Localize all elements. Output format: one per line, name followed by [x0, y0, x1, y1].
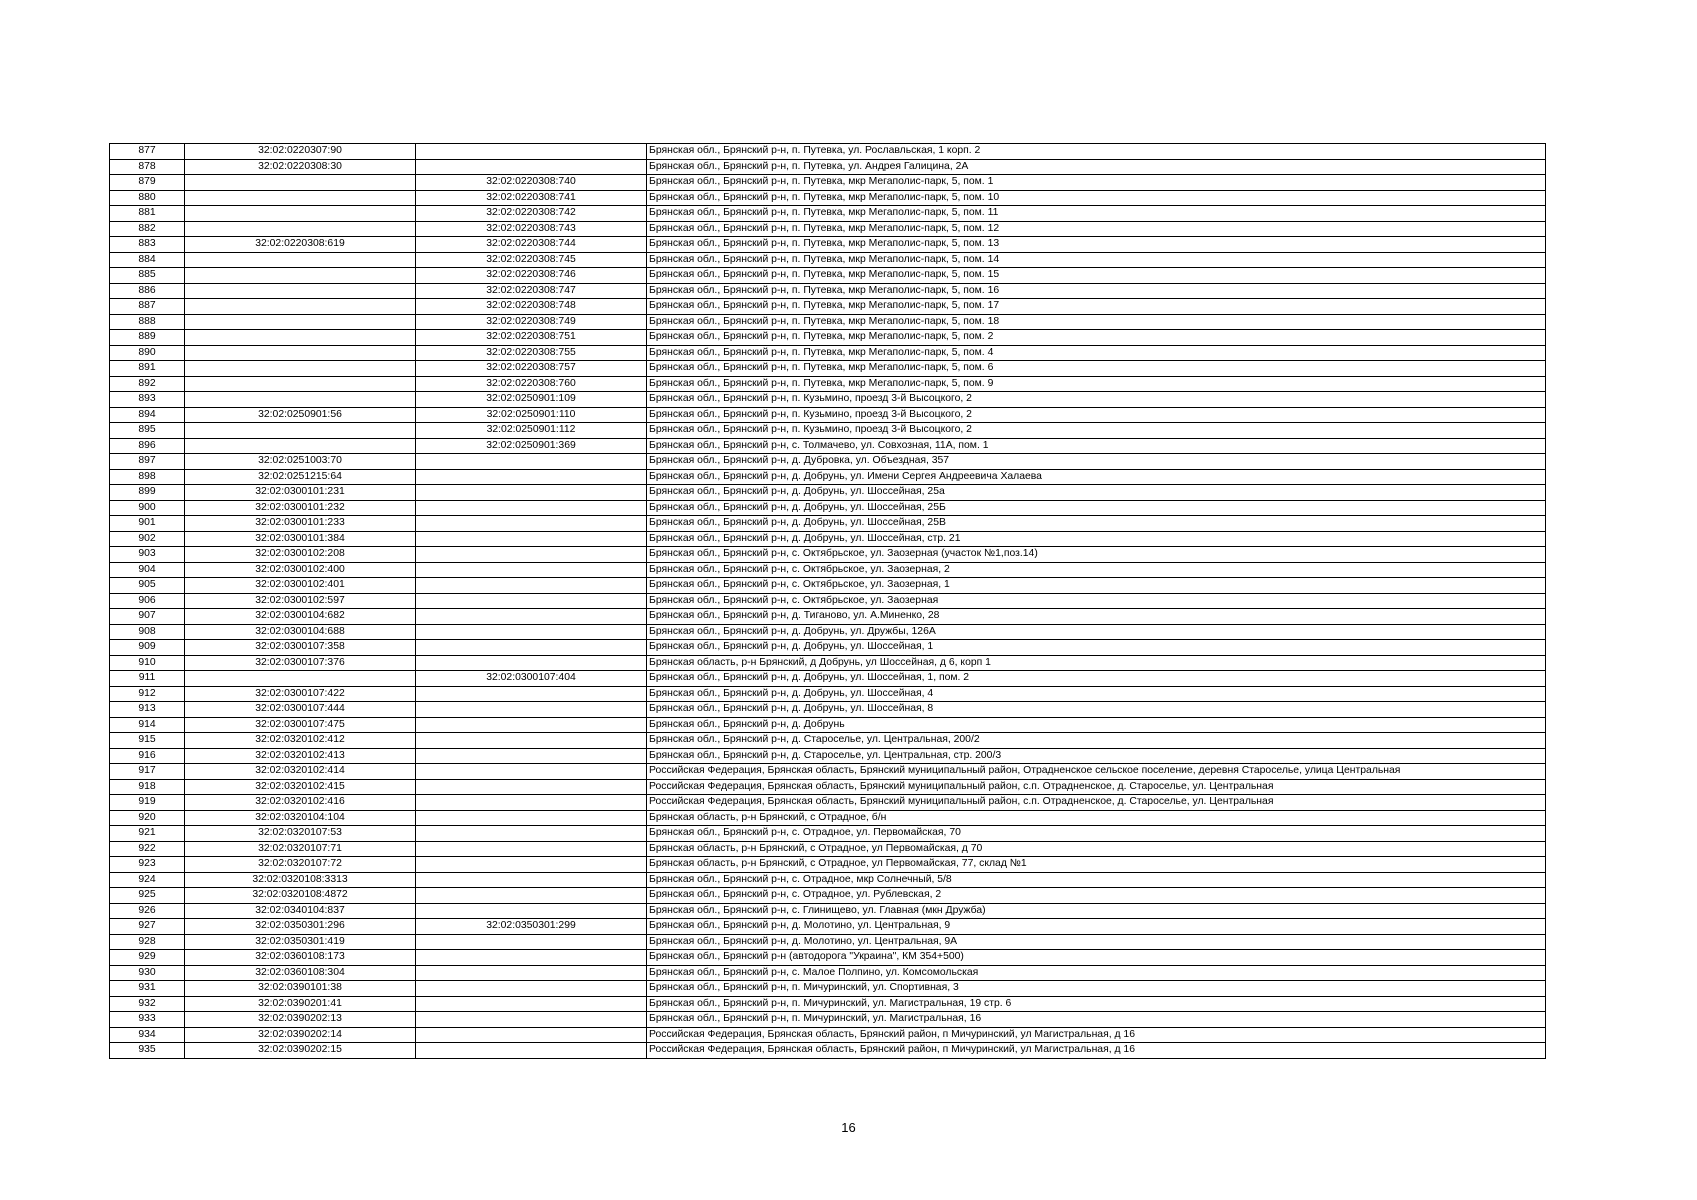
- address-cell: Брянская обл., Брянский р-н, п. Кузьмино, проезд 3-й Высоцкого, 2: [647, 407, 1546, 423]
- address-cell: Брянская обл., Брянский р-н, д. Добрунь, ул. Шоссейная, стр. 21: [647, 531, 1546, 547]
- premises-number-cell: 32:02:0220308:747: [416, 283, 647, 299]
- address-cell: Брянская обл., Брянский р-н, п. Путевка, мкр Мегаполис-парк, 5, пом. 9: [647, 376, 1546, 392]
- premises-number-cell: 32:02:0220308:757: [416, 361, 647, 377]
- address-cell: Российская Федерация, Брянская область, Брянский район, п Мичуринский, ул Магистральная, д 16: [647, 1027, 1546, 1043]
- premises-number-cell: 32:02:0220308:748: [416, 299, 647, 315]
- parcel-number-cell: 32:02:0300107:422: [185, 686, 416, 702]
- address-cell: Брянская обл., Брянский р-н, п. Путевка, мкр Мегаполис-парк, 5, пом. 14: [647, 252, 1546, 268]
- premises-number-cell: [416, 733, 647, 749]
- row-number-cell: 900: [110, 500, 185, 516]
- premises-number-cell: 32:02:0220308:743: [416, 221, 647, 237]
- parcel-number-cell: 32:02:0320102:414: [185, 764, 416, 780]
- table-row: [110, 981, 1546, 997]
- parcel-number-cell: 32:02:0320108:4872: [185, 888, 416, 904]
- premises-number-cell: 32:02:0300107:404: [416, 671, 647, 687]
- premises-number-cell: [416, 748, 647, 764]
- parcel-number-cell: [185, 175, 416, 191]
- premises-number-cell: [416, 717, 647, 733]
- row-number-cell: 928: [110, 934, 185, 950]
- row-number-cell: 891: [110, 361, 185, 377]
- row-number-cell: 925: [110, 888, 185, 904]
- premises-number-cell: [416, 485, 647, 501]
- table-row: [110, 748, 1546, 764]
- row-number-cell: 931: [110, 981, 185, 997]
- address-cell: Брянская обл., Брянский р-н, с. Толмачево, ул. Совхозная, 11А, пом. 1: [647, 438, 1546, 454]
- premises-number-cell: 32:02:0220308:745: [416, 252, 647, 268]
- row-number-cell: 914: [110, 717, 185, 733]
- address-cell: Брянская обл., Брянский р-н, с. Малое Полпино, ул. Комсомольская: [647, 965, 1546, 981]
- table-row: [110, 810, 1546, 826]
- parcel-number-cell: 32:02:0300101:232: [185, 500, 416, 516]
- parcel-number-cell: 32:02:0300107:444: [185, 702, 416, 718]
- table-row: [110, 376, 1546, 392]
- row-number-cell: 933: [110, 1012, 185, 1028]
- address-cell: Брянская обл., Брянский р-н, п. Мичуринский, ул. Магистральная, 19 стр. 6: [647, 996, 1546, 1012]
- premises-number-cell: [416, 888, 647, 904]
- premises-number-cell: 32:02:0250901:369: [416, 438, 647, 454]
- parcel-number-cell: [185, 330, 416, 346]
- premises-number-cell: 32:02:0250901:112: [416, 423, 647, 439]
- premises-number-cell: [416, 516, 647, 532]
- row-number-cell: 915: [110, 733, 185, 749]
- table-row: [110, 1043, 1546, 1059]
- address-cell: Брянская обл., Брянский р-н, п. Путевка, мкр Мегаполис-парк, 5, пом. 16: [647, 283, 1546, 299]
- table-row: [110, 345, 1546, 361]
- premises-number-cell: 32:02:0220308:741: [416, 190, 647, 206]
- address-cell: Российская Федерация, Брянская область, Брянский муниципальный район, с.п. Отрадненское, д. Староселье, ул. Центральная: [647, 779, 1546, 795]
- parcel-number-cell: 32:02:0320107:71: [185, 841, 416, 857]
- row-number-cell: 893: [110, 392, 185, 408]
- premises-number-cell: [416, 702, 647, 718]
- premises-number-cell: [416, 903, 647, 919]
- row-number-cell: 926: [110, 903, 185, 919]
- premises-number-cell: [416, 965, 647, 981]
- table-row: [110, 392, 1546, 408]
- row-number-cell: 892: [110, 376, 185, 392]
- parcel-number-cell: 32:02:0251003:70: [185, 454, 416, 470]
- address-cell: Брянская обл., Брянский р-н, д. Добрунь, ул. Шоссейная, 8: [647, 702, 1546, 718]
- row-number-cell: 919: [110, 795, 185, 811]
- row-number-cell: 916: [110, 748, 185, 764]
- address-cell: Брянская обл., Брянский р-н, д. Добрунь, ул. Шоссейная, 25В: [647, 516, 1546, 532]
- address-cell: Брянская обл., Брянский р-н (автодорога "Украина", КМ 354+500): [647, 950, 1546, 966]
- row-number-cell: 878: [110, 159, 185, 175]
- premises-number-cell: [416, 655, 647, 671]
- row-number-cell: 901: [110, 516, 185, 532]
- parcel-number-cell: 32:02:0390202:14: [185, 1027, 416, 1043]
- table-row: [110, 841, 1546, 857]
- parcel-number-cell: 32:02:0300104:688: [185, 624, 416, 640]
- premises-number-cell: [416, 950, 647, 966]
- table-row: [110, 903, 1546, 919]
- address-cell: Брянская обл., Брянский р-н, п. Путевка, ул. Рославльская, 1 корп. 2: [647, 144, 1546, 160]
- address-cell: Брянская обл., Брянский р-н, п. Путевка, мкр Мегаполис-парк, 5, пом. 11: [647, 206, 1546, 222]
- premises-number-cell: [416, 857, 647, 873]
- address-cell: Брянская область, р-н Брянский, с Отрадное, ул Первомайская, 77, склад №1: [647, 857, 1546, 873]
- premises-number-cell: [416, 159, 647, 175]
- table-row: [110, 950, 1546, 966]
- address-cell: Брянская обл., Брянский р-н, д. Добрунь, ул. Шоссейная, 1, пом. 2: [647, 671, 1546, 687]
- parcel-number-cell: 32:02:0300107:358: [185, 640, 416, 656]
- address-cell: Брянская обл., Брянский р-н, д. Добрунь, ул. Имени Сергея Андреевича Халаева: [647, 469, 1546, 485]
- address-cell: Брянская обл., Брянский р-н, с. Глинищево, ул. Главная (мкн Дружба): [647, 903, 1546, 919]
- premises-number-cell: 32:02:0220308:749: [416, 314, 647, 330]
- row-number-cell: 922: [110, 841, 185, 857]
- row-number-cell: 923: [110, 857, 185, 873]
- table-row: [110, 609, 1546, 625]
- row-number-cell: 898: [110, 469, 185, 485]
- parcel-number-cell: 32:02:0320107:53: [185, 826, 416, 842]
- table-row: [110, 640, 1546, 656]
- address-cell: Брянская обл., Брянский р-н, с. Отрадное, ул. Первомайская, 70: [647, 826, 1546, 842]
- address-cell: Брянская обл., Брянский р-н, д. Дубровка, ул. Объездная, 357: [647, 454, 1546, 470]
- address-cell: Брянская обл., Брянский р-н, п. Путевка, мкр Мегаполис-парк, 5, пом. 13: [647, 237, 1546, 253]
- parcel-number-cell: 32:02:0300104:682: [185, 609, 416, 625]
- row-number-cell: 907: [110, 609, 185, 625]
- address-cell: Брянская область, р-н Брянский, с Отрадное, ул Первомайская, д 70: [647, 841, 1546, 857]
- table-row: [110, 826, 1546, 842]
- table-row: [110, 702, 1546, 718]
- parcel-number-cell: 32:02:0320102:415: [185, 779, 416, 795]
- table-row: [110, 562, 1546, 578]
- table-row: [110, 252, 1546, 268]
- premises-number-cell: [416, 686, 647, 702]
- parcel-number-cell: 32:02:0300102:597: [185, 593, 416, 609]
- premises-number-cell: 32:02:0250901:110: [416, 407, 647, 423]
- row-number-cell: 886: [110, 283, 185, 299]
- table-row: [110, 268, 1546, 284]
- row-number-cell: 930: [110, 965, 185, 981]
- row-number-cell: 894: [110, 407, 185, 423]
- parcel-number-cell: [185, 268, 416, 284]
- table-row: [110, 934, 1546, 950]
- address-cell: Брянская обл., Брянский р-н, с. Октябрьское, ул. Заозерная: [647, 593, 1546, 609]
- table-row: [110, 469, 1546, 485]
- row-number-cell: 905: [110, 578, 185, 594]
- row-number-cell: 917: [110, 764, 185, 780]
- parcel-number-cell: 32:02:0320108:3313: [185, 872, 416, 888]
- premises-number-cell: 32:02:0350301:299: [416, 919, 647, 935]
- premises-number-cell: 32:02:0220308:744: [416, 237, 647, 253]
- table-row: [110, 423, 1546, 439]
- row-number-cell: 880: [110, 190, 185, 206]
- premises-number-cell: [416, 872, 647, 888]
- table-row: [110, 888, 1546, 904]
- address-cell: Брянская обл., Брянский р-н, д. Добрунь, ул. Шоссейная, 1: [647, 640, 1546, 656]
- row-number-cell: 885: [110, 268, 185, 284]
- row-number-cell: 899: [110, 485, 185, 501]
- row-number-cell: 921: [110, 826, 185, 842]
- address-cell: Брянская обл., Брянский р-н, с. Отрадное, мкр Солнечный, 5/8: [647, 872, 1546, 888]
- parcel-number-cell: 32:02:0390202:13: [185, 1012, 416, 1028]
- table-row: [110, 237, 1546, 253]
- parcel-number-cell: 32:02:0251215:64: [185, 469, 416, 485]
- row-number-cell: 912: [110, 686, 185, 702]
- parcel-number-cell: 32:02:0390202:15: [185, 1043, 416, 1059]
- parcel-number-cell: 32:02:0220307:90: [185, 144, 416, 160]
- parcel-number-cell: 32:02:0320102:413: [185, 748, 416, 764]
- table-row: [110, 500, 1546, 516]
- address-cell: Брянская обл., Брянский р-н, с. Октябрьское, ул. Заозерная (участок №1,поз.14): [647, 547, 1546, 563]
- parcel-number-cell: 32:02:0360108:173: [185, 950, 416, 966]
- parcel-number-cell: 32:02:0300101:233: [185, 516, 416, 532]
- table-row: [110, 686, 1546, 702]
- parcel-number-cell: 32:02:0390201:41: [185, 996, 416, 1012]
- premises-number-cell: [416, 562, 647, 578]
- premises-number-cell: [416, 609, 647, 625]
- row-number-cell: 929: [110, 950, 185, 966]
- parcel-number-cell: 32:02:0220308:30: [185, 159, 416, 175]
- row-number-cell: 906: [110, 593, 185, 609]
- parcel-number-cell: 32:02:0300101:231: [185, 485, 416, 501]
- table-row: [110, 671, 1546, 687]
- row-number-cell: 903: [110, 547, 185, 563]
- parcel-number-cell: [185, 190, 416, 206]
- table-row: [110, 795, 1546, 811]
- address-cell: Брянская область, р-н Брянский, д Добрунь, ул Шоссейная, д 6, корп 1: [647, 655, 1546, 671]
- premises-number-cell: [416, 1012, 647, 1028]
- table-row: [110, 578, 1546, 594]
- table-row: [110, 919, 1546, 935]
- parcel-number-cell: 32:02:0340104:837: [185, 903, 416, 919]
- premises-number-cell: 32:02:0220308:742: [416, 206, 647, 222]
- row-number-cell: 904: [110, 562, 185, 578]
- address-cell: Брянская обл., Брянский р-н, д. Тиганово, ул. А.Миненко, 28: [647, 609, 1546, 625]
- row-number-cell: 920: [110, 810, 185, 826]
- premises-number-cell: [416, 826, 647, 842]
- table-row: [110, 221, 1546, 237]
- row-number-cell: 889: [110, 330, 185, 346]
- row-number-cell: 882: [110, 221, 185, 237]
- row-number-cell: 932: [110, 996, 185, 1012]
- premises-number-cell: [416, 593, 647, 609]
- address-cell: Российская Федерация, Брянская область, Брянский муниципальный район, с.п. Отрадненское, д. Староселье, ул. Центральная: [647, 795, 1546, 811]
- table-row: [110, 454, 1546, 470]
- parcel-number-cell: 32:02:0300102:400: [185, 562, 416, 578]
- parcel-number-cell: [185, 423, 416, 439]
- address-cell: Брянская обл., Брянский р-н, с. Отрадное, ул. Рублевская, 2: [647, 888, 1546, 904]
- table-row: [110, 330, 1546, 346]
- table-row: [110, 655, 1546, 671]
- address-cell: Брянская обл., Брянский р-н, п. Мичуринский, ул. Спортивная, 3: [647, 981, 1546, 997]
- premises-number-cell: [416, 779, 647, 795]
- premises-number-cell: 32:02:0220308:755: [416, 345, 647, 361]
- parcel-number-cell: [185, 206, 416, 222]
- parcel-number-cell: 32:02:0320102:412: [185, 733, 416, 749]
- table-row: [110, 485, 1546, 501]
- table-row: [110, 733, 1546, 749]
- premises-number-cell: [416, 934, 647, 950]
- parcel-number-cell: 32:02:0300102:401: [185, 578, 416, 594]
- address-cell: Брянская область, р-н Брянский, с Отрадное, б/н: [647, 810, 1546, 826]
- table-row: [110, 190, 1546, 206]
- address-cell: Брянская обл., Брянский р-н, п. Путевка, мкр Мегаполис-парк, 5, пом. 10: [647, 190, 1546, 206]
- premises-number-cell: [416, 144, 647, 160]
- premises-number-cell: [416, 996, 647, 1012]
- premises-number-cell: [416, 1043, 647, 1059]
- table-row: [110, 593, 1546, 609]
- row-number-cell: 895: [110, 423, 185, 439]
- row-number-cell: 908: [110, 624, 185, 640]
- table-row: [110, 996, 1546, 1012]
- address-cell: Брянская обл., Брянский р-н, д. Добрунь: [647, 717, 1546, 733]
- table-row: [110, 516, 1546, 532]
- row-number-cell: 911: [110, 671, 185, 687]
- row-number-cell: 918: [110, 779, 185, 795]
- table-row: [110, 438, 1546, 454]
- registry-table-body: [110, 144, 1546, 1059]
- registry-table: [109, 143, 1546, 1059]
- address-cell: Российская Федерация, Брянская область, Брянский муниципальный район, Отрадненское сельское поселение, деревня Староселье, улица Центральная: [647, 764, 1546, 780]
- parcel-number-cell: [185, 299, 416, 315]
- address-cell: Российская Федерация, Брянская область, Брянский район, п Мичуринский, ул Магистральная, д 16: [647, 1043, 1546, 1059]
- address-cell: Брянская обл., Брянский р-н, п. Путевка, мкр Мегаполис-парк, 5, пом. 6: [647, 361, 1546, 377]
- table-row: [110, 717, 1546, 733]
- address-cell: Брянская обл., Брянский р-н, п. Мичуринский, ул. Магистральная, 16: [647, 1012, 1546, 1028]
- address-cell: Брянская обл., Брянский р-н, п. Путевка, мкр Мегаполис-парк, 5, пом. 12: [647, 221, 1546, 237]
- address-cell: Брянская обл., Брянский р-н, д. Добрунь, ул. Шоссейная, 25а: [647, 485, 1546, 501]
- address-cell: Брянская обл., Брянский р-н, п. Путевка, мкр Мегаполис-парк, 5, пом. 2: [647, 330, 1546, 346]
- premises-number-cell: [416, 547, 647, 563]
- registry-table-container: [109, 143, 1546, 1059]
- premises-number-cell: 32:02:0220308:746: [416, 268, 647, 284]
- premises-number-cell: [416, 578, 647, 594]
- address-cell: Брянская обл., Брянский р-н, п. Путевка, мкр Мегаполис-парк, 5, пом. 17: [647, 299, 1546, 315]
- table-row: [110, 407, 1546, 423]
- row-number-cell: 924: [110, 872, 185, 888]
- premises-number-cell: 32:02:0220308:751: [416, 330, 647, 346]
- parcel-number-cell: 32:02:0300107:475: [185, 717, 416, 733]
- premises-number-cell: [416, 981, 647, 997]
- address-cell: Брянская обл., Брянский р-н, с. Октябрьское, ул. Заозерная, 2: [647, 562, 1546, 578]
- parcel-number-cell: [185, 671, 416, 687]
- address-cell: Брянская обл., Брянский р-н, п. Путевка, мкр Мегаполис-парк, 5, пом. 18: [647, 314, 1546, 330]
- row-number-cell: 935: [110, 1043, 185, 1059]
- premises-number-cell: [416, 454, 647, 470]
- row-number-cell: 896: [110, 438, 185, 454]
- premises-number-cell: 32:02:0220308:740: [416, 175, 647, 191]
- row-number-cell: 881: [110, 206, 185, 222]
- premises-number-cell: [416, 531, 647, 547]
- parcel-number-cell: 32:02:0320107:72: [185, 857, 416, 873]
- parcel-number-cell: 32:02:0250901:56: [185, 407, 416, 423]
- parcel-number-cell: [185, 392, 416, 408]
- table-row: [110, 965, 1546, 981]
- address-cell: Брянская обл., Брянский р-н, п. Путевка, мкр Мегаполис-парк, 5, пом. 4: [647, 345, 1546, 361]
- parcel-number-cell: 32:02:0300101:384: [185, 531, 416, 547]
- parcel-number-cell: 32:02:0390101:38: [185, 981, 416, 997]
- table-row: [110, 624, 1546, 640]
- address-cell: Брянская обл., Брянский р-н, д. Добрунь, ул. Дружбы, 126А: [647, 624, 1546, 640]
- row-number-cell: 910: [110, 655, 185, 671]
- address-cell: Брянская обл., Брянский р-н, д. Староселье, ул. Центральная, 200/2: [647, 733, 1546, 749]
- parcel-number-cell: [185, 221, 416, 237]
- row-number-cell: 887: [110, 299, 185, 315]
- table-row: [110, 547, 1546, 563]
- premises-number-cell: [416, 810, 647, 826]
- premises-number-cell: [416, 624, 647, 640]
- parcel-number-cell: 32:02:0350301:419: [185, 934, 416, 950]
- parcel-number-cell: 32:02:0320104:104: [185, 810, 416, 826]
- address-cell: Брянская обл., Брянский р-н, д. Молотино, ул. Центральная, 9А: [647, 934, 1546, 950]
- table-row: [110, 361, 1546, 377]
- table-row: [110, 314, 1546, 330]
- table-row: [110, 206, 1546, 222]
- premises-number-cell: [416, 500, 647, 516]
- row-number-cell: 877: [110, 144, 185, 160]
- parcel-number-cell: 32:02:0360108:304: [185, 965, 416, 981]
- parcel-number-cell: 32:02:0220308:619: [185, 237, 416, 253]
- table-row: [110, 764, 1546, 780]
- table-row: [110, 159, 1546, 175]
- row-number-cell: 879: [110, 175, 185, 191]
- parcel-number-cell: [185, 314, 416, 330]
- row-number-cell: 890: [110, 345, 185, 361]
- table-row: [110, 175, 1546, 191]
- parcel-number-cell: 32:02:0300102:208: [185, 547, 416, 563]
- premises-number-cell: [416, 469, 647, 485]
- row-number-cell: 902: [110, 531, 185, 547]
- premises-number-cell: [416, 841, 647, 857]
- address-cell: Брянская обл., Брянский р-н, п. Кузьмино, проезд 3-й Высоцкого, 2: [647, 423, 1546, 439]
- page-number: 16: [841, 1120, 856, 1135]
- parcel-number-cell: [185, 252, 416, 268]
- premises-number-cell: [416, 795, 647, 811]
- premises-number-cell: 32:02:0220308:760: [416, 376, 647, 392]
- parcel-number-cell: [185, 361, 416, 377]
- parcel-number-cell: 32:02:0320102:416: [185, 795, 416, 811]
- address-cell: Брянская обл., Брянский р-н, с. Октябрьское, ул. Заозерная, 1: [647, 578, 1546, 594]
- address-cell: Брянская обл., Брянский р-н, п. Кузьмино, проезд 3-й Высоцкого, 2: [647, 392, 1546, 408]
- premises-number-cell: 32:02:0250901:109: [416, 392, 647, 408]
- parcel-number-cell: 32:02:0300107:376: [185, 655, 416, 671]
- address-cell: Брянская обл., Брянский р-н, п. Путевка, мкр Мегаполис-парк, 5, пом. 15: [647, 268, 1546, 284]
- address-cell: Брянская обл., Брянский р-н, п. Путевка, мкр Мегаполис-парк, 5, пом. 1: [647, 175, 1546, 191]
- table-row: [110, 1012, 1546, 1028]
- table-row: [110, 1027, 1546, 1043]
- table-row: [110, 531, 1546, 547]
- address-cell: Брянская обл., Брянский р-н, д. Добрунь, ул. Шоссейная, 25Б: [647, 500, 1546, 516]
- table-row: [110, 857, 1546, 873]
- row-number-cell: 934: [110, 1027, 185, 1043]
- table-row: [110, 144, 1546, 160]
- row-number-cell: 927: [110, 919, 185, 935]
- row-number-cell: 913: [110, 702, 185, 718]
- premises-number-cell: [416, 640, 647, 656]
- table-row: [110, 872, 1546, 888]
- table-row: [110, 299, 1546, 315]
- parcel-number-cell: [185, 283, 416, 299]
- premises-number-cell: [416, 1027, 647, 1043]
- row-number-cell: 897: [110, 454, 185, 470]
- table-row: [110, 283, 1546, 299]
- parcel-number-cell: [185, 376, 416, 392]
- row-number-cell: 883: [110, 237, 185, 253]
- parcel-number-cell: [185, 438, 416, 454]
- address-cell: Брянская обл., Брянский р-н, д. Добрунь, ул. Шоссейная, 4: [647, 686, 1546, 702]
- parcel-number-cell: 32:02:0350301:296: [185, 919, 416, 935]
- parcel-number-cell: [185, 345, 416, 361]
- address-cell: Брянская обл., Брянский р-н, д. Староселье, ул. Центральная, стр. 200/3: [647, 748, 1546, 764]
- table-row: [110, 779, 1546, 795]
- row-number-cell: 888: [110, 314, 185, 330]
- row-number-cell: 884: [110, 252, 185, 268]
- premises-number-cell: [416, 764, 647, 780]
- address-cell: Брянская обл., Брянский р-н, д. Молотино, ул. Центральная, 9: [647, 919, 1546, 935]
- row-number-cell: 909: [110, 640, 185, 656]
- address-cell: Брянская обл., Брянский р-н, п. Путевка, ул. Андрея Галицина, 2А: [647, 159, 1546, 175]
